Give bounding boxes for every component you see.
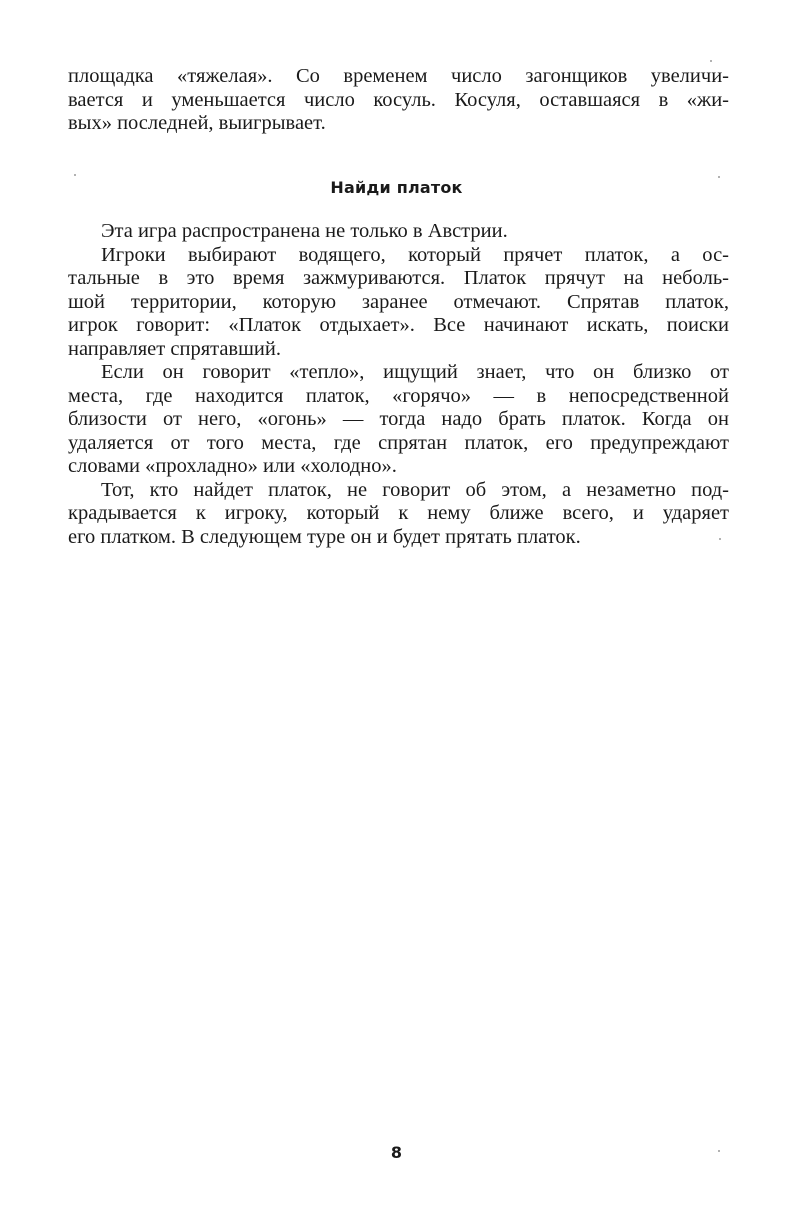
paragraph <box>68 479 729 550</box>
text-line: тальные в это время зажмуриваются. Платок прячут на неболь- <box>68 267 729 289</box>
continuation-paragraph <box>68 65 729 136</box>
scan-speck <box>719 538 721 540</box>
scan-speck <box>74 174 76 176</box>
text-line: вается и уменьшается число косуль. Косуля, оставшаяся в «жи- <box>68 88 729 111</box>
text-line: его платком. В следующем туре он и будет прятать платок. <box>68 525 581 548</box>
text-line: крадывается к игроку, который к нему ближе всего, и ударяет <box>68 502 729 524</box>
text-line: места, где находится платок, «горячо» — в непосредственной <box>68 384 729 407</box>
scan-speck <box>710 60 712 62</box>
section-body <box>68 220 729 549</box>
text-line: Игроки выбирают водящего, который прячет платок, а ос- <box>101 243 729 266</box>
text-line: Если он говорит «тепло», ищущий знает, что он близко от <box>101 361 729 383</box>
text-line: игрок говорит: «Платок отдыхает». Все начинают искать, поиски <box>68 314 729 336</box>
text-line: словами «прохладно» или «холодно». <box>68 455 397 477</box>
text-line: шой территории, которую заранее отмечают. Спрятав платок, <box>68 290 729 313</box>
paragraph <box>68 244 729 362</box>
scan-speck <box>718 1150 720 1152</box>
text-line: площадка «тяжелая». Со временем число загонщиков увеличи- <box>68 65 729 87</box>
paragraph <box>68 220 729 244</box>
text-line: Тот, кто найдет платок, не говорит об этом, а незаметно под- <box>101 478 729 501</box>
text-line: близости от него, «огонь» — тогда надо брать платок. Когда он <box>68 408 729 430</box>
text-line: вых» последней, выигрывает. <box>68 112 326 134</box>
paragraph <box>68 361 729 479</box>
text-line: направляет спрятавший. <box>68 337 281 360</box>
page-number: 8 <box>390 1143 403 1162</box>
text-line: удаляется от того места, где спрятан платок, его предупреждают <box>68 431 729 454</box>
section-heading: Найди платок <box>330 178 463 197</box>
text-line: Эта игра распространена не только в Австрии. <box>101 220 508 242</box>
scan-speck <box>718 176 720 178</box>
